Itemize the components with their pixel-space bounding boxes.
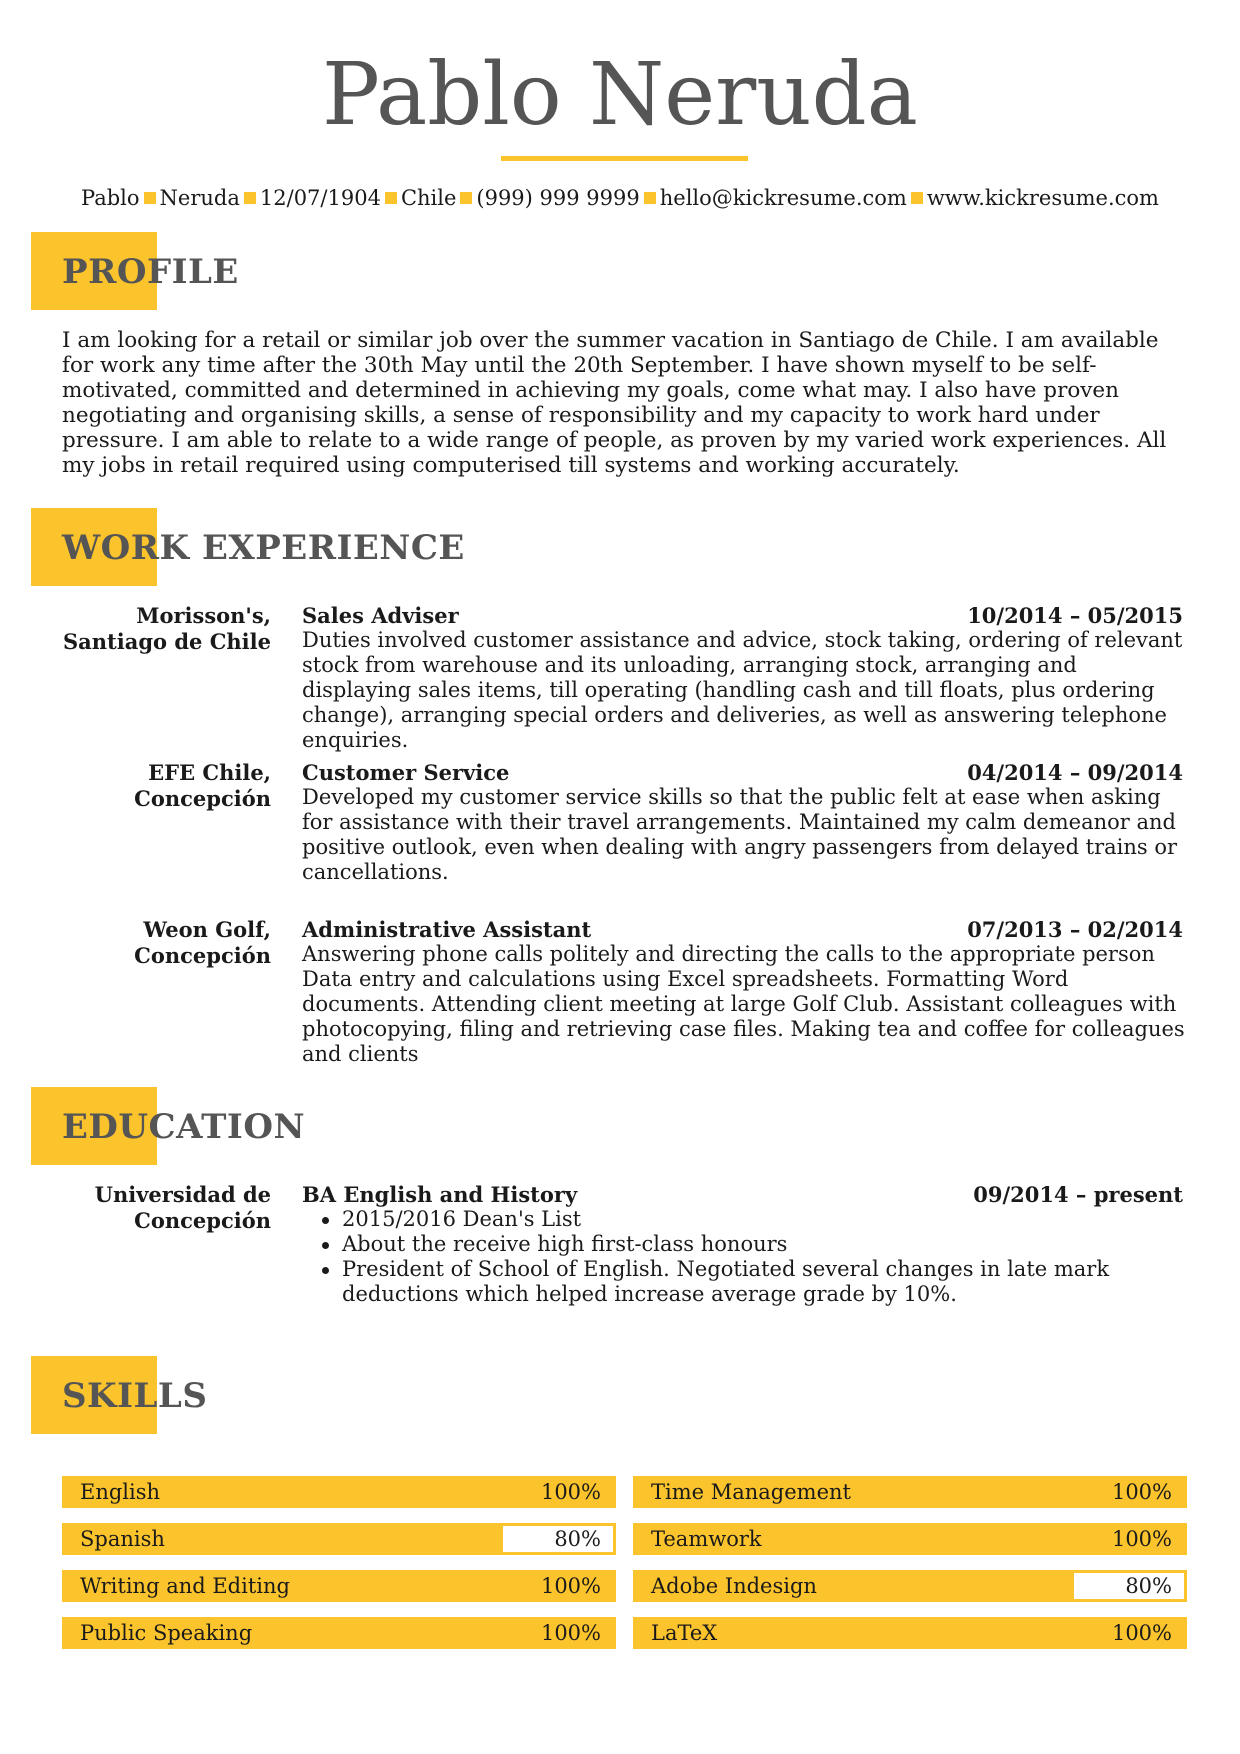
- separator-square: [144, 192, 156, 204]
- job-dates: 10/2014 – 05/2015: [967, 603, 1183, 628]
- skill-name: Writing and Editing: [80, 1574, 290, 1598]
- contact-line: [0, 184, 1240, 212]
- school-name: Universidad de: [94, 1182, 271, 1207]
- separator-square: [244, 192, 256, 204]
- school-name-cont: Concepción: [134, 1207, 271, 1233]
- skill-name: Time Management: [651, 1480, 851, 1504]
- skill-bar: [62, 1617, 616, 1649]
- separator-square: [644, 192, 656, 204]
- job-description: Answering phone calls politely and directing the calls to the appropriate person Data entry and calculations using Excel spreadsheets. Formatting Word documents. Attending client meeting at large Golf Club. Assistant colleagues with photocopying, filing and retrieving case files. Making tea and coffee for colleagues and clients: [302, 942, 1185, 1066]
- separator-square: [911, 192, 923, 204]
- job-title: Customer Service: [302, 760, 510, 785]
- employer-location: Santiago de Chile: [63, 628, 271, 654]
- highlight-text: About the receive high first-class honours: [342, 1232, 788, 1256]
- highlight-text: President of School of English. Negotiated several changes in late mark deductions which helped increase average grade by 10%.: [342, 1257, 1110, 1306]
- skill-bar: [633, 1523, 1187, 1555]
- employer-name: Morisson's,: [136, 603, 271, 628]
- job-dates: 07/2013 – 02/2014: [967, 917, 1183, 942]
- bullet-icon: [322, 1217, 329, 1224]
- skill-name: Public Speaking: [80, 1621, 253, 1645]
- skill-bar: [62, 1570, 616, 1602]
- separator-square: [385, 192, 397, 204]
- skill-bar: [62, 1476, 616, 1508]
- contact-email[interactable]: hello@kickresume.com: [659, 186, 907, 210]
- employer-name: EFE Chile,: [148, 760, 271, 785]
- skill-name: LaTeX: [651, 1621, 718, 1645]
- skill-name: Teamwork: [651, 1527, 762, 1551]
- bullet-icon: [322, 1267, 329, 1274]
- education-highlights: [302, 1207, 1187, 1307]
- skill-level: 100%: [1111, 1480, 1172, 1504]
- skill-name: Adobe Indesign: [651, 1574, 817, 1598]
- skill-level: 100%: [540, 1480, 601, 1504]
- list-item: [302, 1257, 1187, 1307]
- contact-website[interactable]: www.kickresume.com: [926, 186, 1159, 210]
- list-item: [302, 1207, 1187, 1232]
- skill-name: Spanish: [80, 1527, 165, 1551]
- skill-bar: [633, 1617, 1187, 1649]
- skill-level: 100%: [1111, 1527, 1172, 1551]
- work-employer: [60, 760, 271, 811]
- skill-level: 100%: [540, 1574, 601, 1598]
- bullet-icon: [322, 1242, 329, 1249]
- job-title: Sales Adviser: [302, 603, 459, 628]
- section-title: SKILLS: [62, 1376, 208, 1416]
- skill-level: 80%: [554, 1527, 601, 1551]
- education-dates: 09/2014 – present: [973, 1182, 1183, 1207]
- skill-level: 80%: [1125, 1574, 1172, 1598]
- work-employer: [60, 603, 271, 654]
- section-title: WORK EXPERIENCE: [62, 528, 465, 568]
- contact-birthdate: 12/07/1904: [259, 186, 381, 210]
- highlight-text: 2015/2016 Dean's List: [342, 1207, 582, 1231]
- job-title: Administrative Assistant: [302, 917, 592, 942]
- degree-title: BA English and History: [302, 1182, 578, 1207]
- employer-name: Weon Golf,: [143, 917, 271, 942]
- skill-bar: [633, 1570, 1187, 1602]
- skill-bar: [62, 1523, 616, 1555]
- skill-level: 100%: [1111, 1621, 1172, 1645]
- section-title: PROFILE: [62, 252, 239, 292]
- contact-last-name: Neruda: [159, 186, 240, 210]
- work-employer: [60, 917, 271, 968]
- contact-first-name: Pablo: [81, 186, 140, 210]
- profile-summary: I am looking for a retail or similar job over the summer vacation in Santiago de Chile. I am available for work any time after the 30th May until the 20th September. I have shown myself to be self-motivated, committed and determined in achieving my goals, come what may. I also have proven negotiating and organising skills, a sense of responsibility and my capacity to work hard under pressure. I am able to relate to a wide range of people, as proven by my varied work experiences. All my jobs in retail required using computerised till systems and working accurately.: [62, 328, 1167, 478]
- skill-bar: [633, 1476, 1187, 1508]
- separator-square: [460, 192, 472, 204]
- skill-level: 100%: [540, 1621, 601, 1645]
- contact-country: Chile: [400, 186, 457, 210]
- list-item: [302, 1232, 1187, 1257]
- skill-name: English: [80, 1480, 161, 1504]
- job-description: Duties involved customer assistance and advice, stock taking, ordering of relevant stock from warehouse and its unloading, arranging stock, arranging and displaying sales items, till operating (handling cash and till floats, plus ordering change), arranging special orders and deliveries, as well as answering telephone enquiries.: [302, 628, 1183, 752]
- contact-phone: (999) 999 9999: [476, 186, 640, 210]
- section-title: EDUCATION: [62, 1107, 306, 1147]
- employer-location: Concepción: [134, 785, 271, 811]
- job-dates: 04/2014 – 09/2014: [967, 760, 1183, 785]
- name-underline: [501, 156, 748, 161]
- education-school: [60, 1182, 271, 1233]
- job-description: Developed my customer service skills so that the public felt at ease when asking for assistance with their travel arrangements. Maintained my calm demeanor and positive outlook, even when dealing with angry passengers from delayed trains or cancellations.: [302, 785, 1178, 884]
- candidate-name: Pablo Neruda: [322, 45, 918, 145]
- employer-location: Concepción: [134, 942, 271, 968]
